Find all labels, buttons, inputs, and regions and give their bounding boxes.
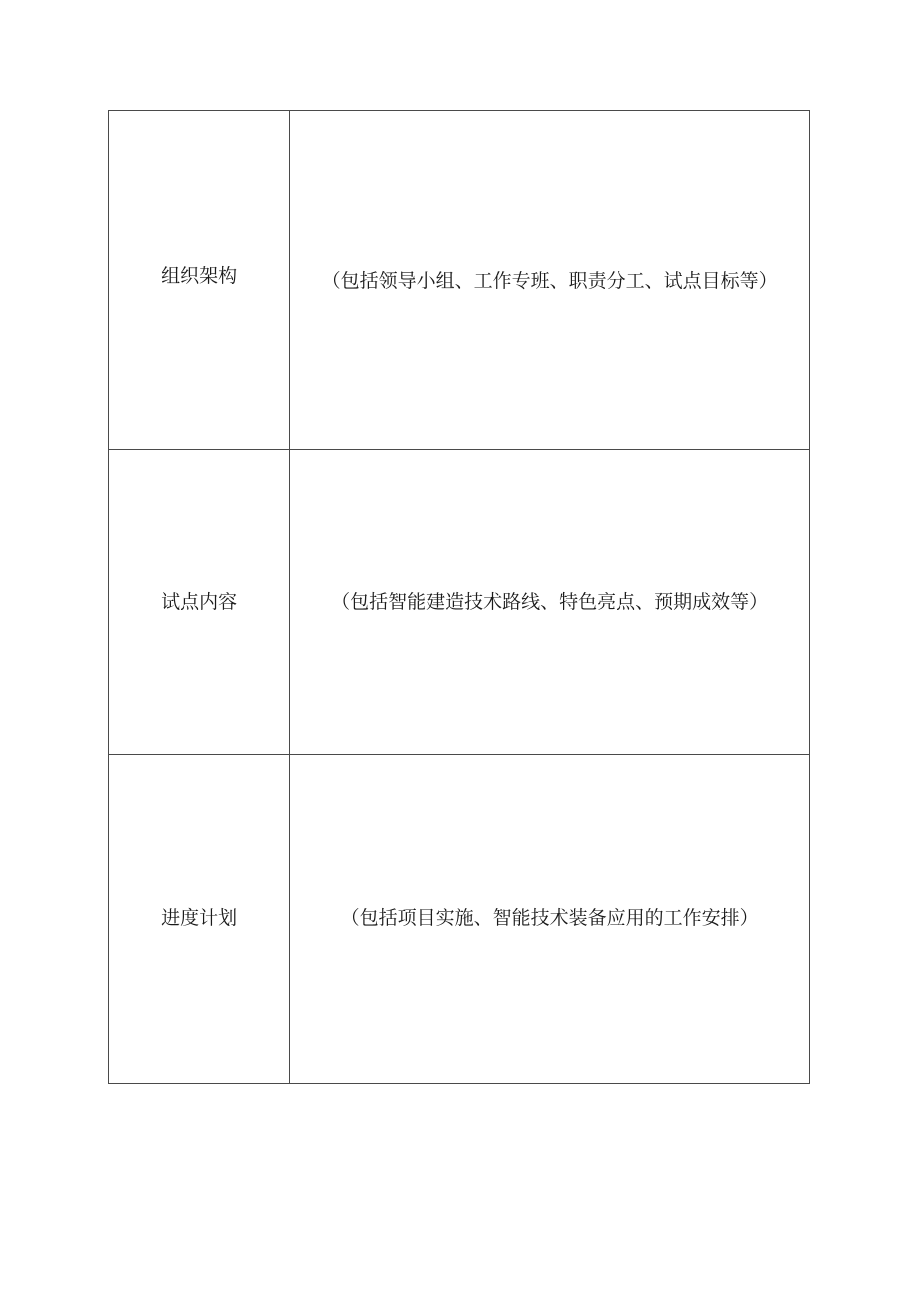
table-row-organization (109, 111, 810, 450)
content-cell (290, 755, 810, 1084)
row-content-hint: （包括项目实施、智能技术装备应用的工作安排） (340, 906, 759, 929)
table-row-schedule (109, 755, 810, 1084)
row-label: 组织架构 (161, 264, 238, 287)
label-cell (109, 450, 290, 755)
row-label: 进度计划 (161, 906, 238, 929)
content-cell (290, 111, 810, 450)
label-cell (109, 111, 290, 450)
row-label: 试点内容 (161, 590, 238, 613)
table-row-pilot-content (109, 450, 810, 755)
content-cell (290, 450, 810, 755)
pilot-info-table (108, 110, 810, 1084)
row-content-hint: （包括领导小组、工作专班、职责分工、试点目标等） (321, 269, 778, 292)
row-content-hint: （包括智能建造技术路线、特色亮点、预期成效等） (331, 590, 769, 613)
label-cell (109, 755, 290, 1084)
